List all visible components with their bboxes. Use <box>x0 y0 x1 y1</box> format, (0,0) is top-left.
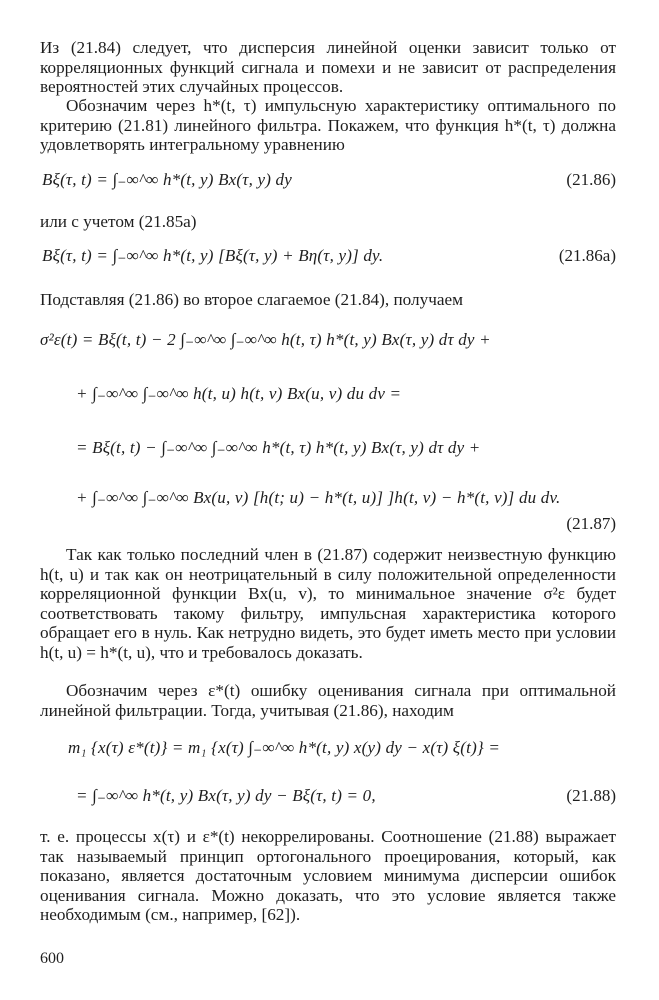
paragraph-with-account: или с учетом (21.85а) <box>40 212 197 231</box>
paragraph-orthogonal-projection: т. е. процессы x(τ) и ε*(t) некоррелированы. Соотношение (21.88) выражает так называемый принцип ортогонального проецирования, который, как показано, является достаточным условием минимума дисперсии ошибок оценивания сигнала. Можно доказать, что это условие является также необходимым (см., например, [62]). <box>40 827 616 925</box>
equation-formula: σ²ε(t) = Bξ(t, t) − 2 ∫₋∞^∞ ∫₋∞^∞ h(t, τ) h*(t, y) Bx(τ, y) dτ dy + <box>40 330 491 349</box>
equation-21-88-line-2 <box>40 784 616 808</box>
paragraph-variance-conclusion: Из (21.84) следует, что дисперсия линейной оценки зависит только от корреляционных функций сигнала и помехи и не зависит от распределения вероятностей этих случайных процессов. <box>40 38 616 97</box>
equation-number: (21.87) <box>566 514 616 533</box>
equation-formula: Bξ(τ, t) = ∫₋∞^∞ h*(t, y) [Bξ(τ, y) + Bη(τ, y)] dy. <box>42 246 384 265</box>
paragraph-substituting: Подставляя (21.86) во второе слагаемое (21.84), получаем <box>40 290 463 309</box>
equation-21-86a <box>40 244 616 268</box>
paragraph-estimation-error: Обозначим через ε*(t) ошибку оценивания сигнала при оптимальной линейной фильтрации. Тогда, учитывая (21.86), находим <box>40 681 616 720</box>
equation-formula: Bξ(τ, t) = ∫₋∞^∞ h*(t, y) Bx(τ, y) dy <box>42 170 292 189</box>
page-number: 600 <box>40 950 64 967</box>
equation-number: (21.88) <box>566 786 616 805</box>
equation-21-87-line-4 <box>40 486 616 510</box>
equation-21-87-line-2 <box>40 382 616 406</box>
equation-formula: m₁ {x(τ) ε*(t)} = m₁ {x(τ) ∫₋∞^∞ h*(t, y) x(y) dy − x(τ) ξ(t)} = <box>68 738 501 757</box>
paragraph-last-term: Так как только последний член в (21.87) содержит неизвестную функцию h(t, u) и так как он неотрицательный в силу положительной определенности корреляционной функции Bx(u, v), то минимальное значение σ²ε будет соответствовать такому фильтру, импульсная характеристика которого обращает его в нуль. Как нетрудно видеть, это будет иметь место при условии h(t, u) = h*(t, u), что и требовалось доказать. <box>40 545 616 662</box>
equation-21-86 <box>40 168 616 192</box>
equation-formula: = ∫₋∞^∞ h*(t, y) Bx(τ, y) dy − Bξ(τ, t) = 0, <box>76 786 376 805</box>
equation-21-87-line-3 <box>40 436 616 460</box>
equation-number: (21.86) <box>566 170 616 189</box>
equation-21-88-line-1 <box>40 736 616 760</box>
equation-formula: + ∫₋∞^∞ ∫₋∞^∞ h(t, u) h(t, v) Bx(u, v) du dv = <box>76 384 402 403</box>
equation-21-87-number-row <box>40 512 616 536</box>
equation-formula: = Bξ(t, t) − ∫₋∞^∞ ∫₋∞^∞ h*(t, τ) h*(t, y) Bx(τ, y) dτ dy + <box>76 438 481 457</box>
equation-21-87-line-1 <box>40 328 616 352</box>
equation-formula: + ∫₋∞^∞ ∫₋∞^∞ Bx(u, v) [h(t; u) − h*(t, u)] ]h(t, v) − h*(t, v)] du dv. <box>76 488 561 507</box>
paragraph-impulse-response: Обозначим через h*(t, τ) импульсную характеристику оптимального по критерию (21.81) линейного фильтра. Покажем, что функция h*(t, τ) должна удовлетворять интегральному уравнению <box>40 96 616 155</box>
equation-number: (21.86a) <box>558 246 616 265</box>
